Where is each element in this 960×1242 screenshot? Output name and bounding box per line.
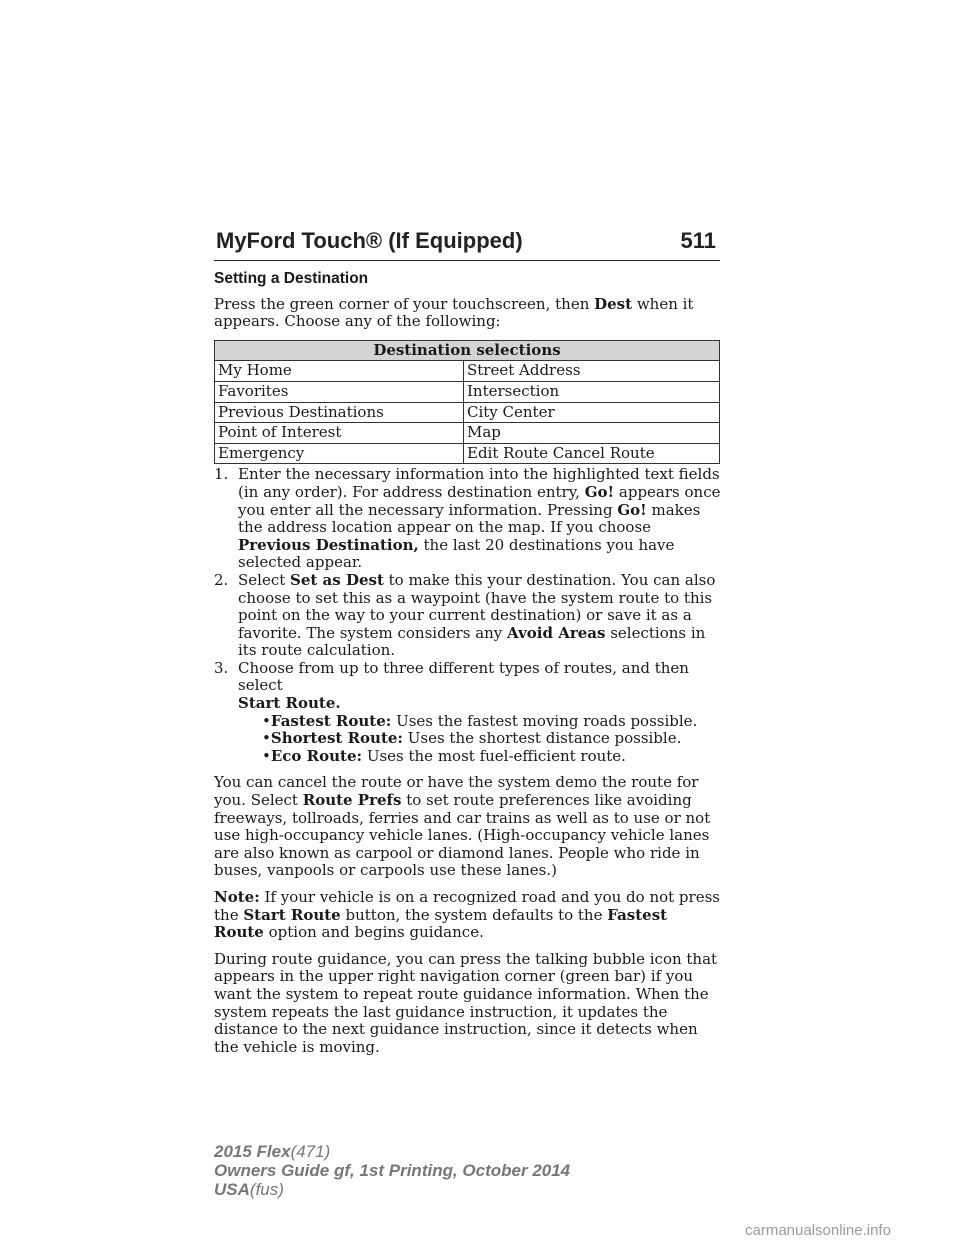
chapter-title: MyFord Touch® (If Equipped) (216, 228, 523, 253)
route-types-list (238, 713, 722, 766)
step-number: 2. (214, 570, 229, 589)
step-number: 1. (214, 465, 229, 484)
footer-line: Owners Guide gf, 1st Printing, October 2014 (214, 1161, 571, 1180)
table-cell: Street Address (464, 361, 720, 382)
bullet-icon: • (262, 746, 271, 765)
list-item: 2. Select Set as Dest to make this your destination. You can also choose to set this as a waypoint (have the system route to this point on the way to your current destination) or save it as a favorite. The system considers any Avoid Areas selections in its route calculation. (214, 570, 716, 660)
table-cell: My Home (215, 361, 464, 382)
list-item: 1. Enter the necessary information into the highlighted text fields (in any order). For address destination entry, Go! appears once you enter all the necessary information. Pressing Go! makes the address location appear on the map. If you choose Previous Destination, the last 20 destinations you have selected appear. (214, 465, 721, 572)
guidance-paragraph: During route guidance, you can press the talking bubble icon that appears in the upper right navigation corner (green bar) if you want the system to repeat route guidance information. When the system repeats the last guidance instruction, it updates the distance to the next guidance instruction, since it detects when the vehicle is moving. (214, 949, 718, 1056)
page-content (214, 270, 722, 1065)
table-cell: Map (464, 423, 720, 444)
note-label: Note: (214, 888, 260, 906)
list-item: •Fastest Route: Uses the fastest moving roads possible. (262, 711, 698, 730)
list-item: •Eco Route: Uses the most fuel-efficient route. (262, 746, 626, 765)
table-cell: Favorites (215, 381, 464, 402)
list-item: •Shortest Route: Uses the shortest distance possible. (262, 729, 682, 748)
table-row (215, 443, 720, 464)
table-cell: Intersection (464, 381, 720, 402)
dest-term: Dest (594, 294, 633, 313)
watermark: carmanualsonline.info (745, 1222, 891, 1239)
table-cell: Emergency (215, 443, 464, 464)
table-row (215, 423, 720, 444)
note-paragraph: Note: If your vehicle is on a recognized road and you do not press the Start Route button, the system defaults to the Fastest Route option and begins guidance. (214, 888, 720, 942)
steps-list (214, 466, 722, 765)
intro-paragraph: Press the green corner of your touchscreen, then Dest when it appears. Choose any of the following: (214, 294, 694, 331)
footer-line: USA(fus) (214, 1180, 284, 1199)
table-cell: Point of Interest (215, 423, 464, 444)
route-prefs-paragraph: You can cancel the route or have the system demo the route for you. Select Route Prefs to set route preferences like avoiding freeways, tollroads, ferries and car trains as well as to use or not use high-occupancy vehicle lanes. (High-occupancy vehicle lanes are also known as carpool or diamond lanes. People who ride in buses, vanpools or carpools use these lanes.) (214, 773, 711, 880)
section-heading: Setting a Destination (214, 270, 369, 287)
bullet-icon: • (262, 711, 271, 730)
page-number: 511 (680, 228, 716, 253)
footer-line: 2015 Flex(471) (214, 1142, 331, 1161)
list-item: 3. Choose from up to three different types of routes, and then select Start Route. •Fastest Route: Uses the fastest moving roads possible. •Shortest Route: Uses the shortest distance possible. •Eco Route: Uses the most fuel-efficient route. (214, 660, 722, 766)
table-row (215, 381, 720, 402)
page-footer (214, 1142, 570, 1199)
table-cell: City Center (464, 402, 720, 423)
table-row (215, 361, 720, 382)
table-header: Destination selections (215, 340, 720, 361)
destination-selections-table (214, 340, 720, 465)
table-cell: Edit Route Cancel Route (464, 443, 720, 464)
step-number: 3. (214, 658, 229, 677)
table-header-row (215, 340, 720, 361)
table-row (215, 402, 720, 423)
page-header (214, 228, 720, 261)
bullet-icon: • (262, 729, 271, 748)
table-cell: Previous Destinations (215, 402, 464, 423)
